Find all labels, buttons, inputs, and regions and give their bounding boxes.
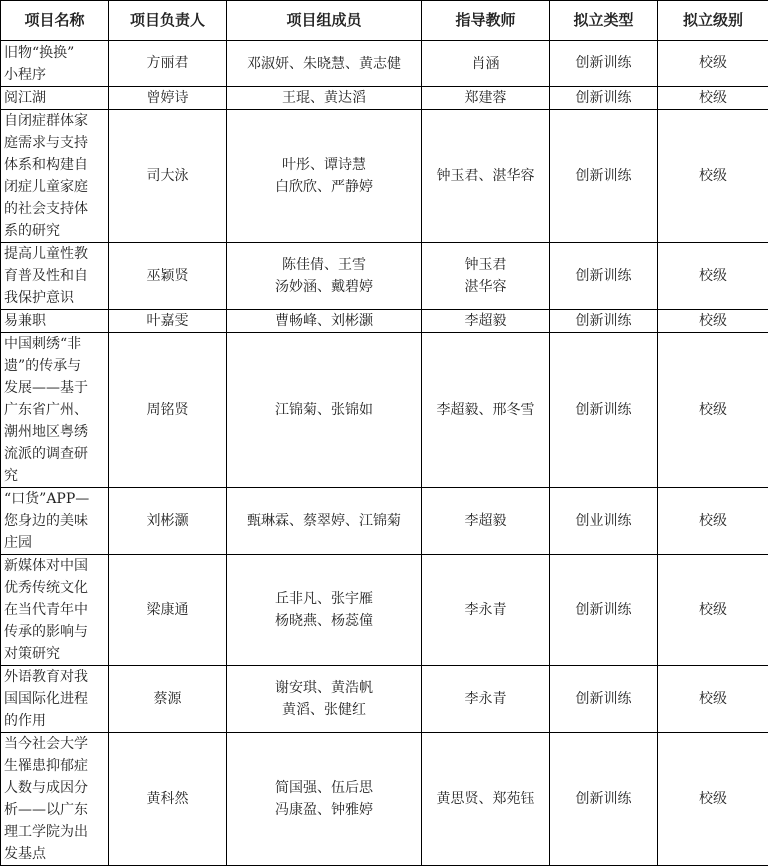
cell-advisor — [422, 488, 550, 555]
cell-project-name-line: 人数与成因分 — [4, 777, 106, 799]
table-row — [1, 110, 768, 243]
cell-project-name-line: 庭需求与支持 — [4, 132, 106, 154]
cell-type: 创新训练 — [550, 733, 658, 866]
cell-project-name — [1, 666, 109, 733]
cell-project-name — [1, 41, 109, 87]
cell-advisor — [422, 310, 550, 333]
cell-leader: 黄科然 — [109, 733, 227, 866]
cell-project-name-line: 在当代青年中 — [4, 599, 106, 621]
cell-advisor-line: 李超毅 — [424, 510, 547, 532]
cell-project-name — [1, 488, 109, 555]
cell-type: 创新训练 — [550, 310, 658, 333]
cell-type: 创新训练 — [550, 243, 658, 310]
cell-project-name — [1, 110, 109, 243]
cell-members-line: 陈佳倩、王雪 — [229, 254, 419, 276]
cell-project-name-line: 生罹患抑郁症 — [4, 755, 106, 777]
cell-project-name-line: 发基点 — [4, 843, 106, 865]
cell-project-name-line: 我保护意识 — [4, 287, 106, 309]
cell-project-name-line: 阅江湖 — [4, 87, 106, 109]
cell-project-name-line: “口货”APP— — [4, 488, 106, 510]
table-row — [1, 41, 768, 87]
cell-type: 创新训练 — [550, 41, 658, 87]
cell-level: 校级 — [658, 41, 768, 87]
cell-project-name-line: 传承的影响与 — [4, 621, 106, 643]
cell-level: 校级 — [658, 87, 768, 110]
table-row — [1, 666, 768, 733]
cell-project-name-line: 新媒体对中国 — [4, 555, 106, 577]
cell-level: 校级 — [658, 666, 768, 733]
cell-project-name-line: 您身边的美味 — [4, 510, 106, 532]
cell-project-name-line: 遗”的传承与 — [4, 355, 106, 377]
cell-level: 校级 — [658, 310, 768, 333]
cell-advisor-line: 钟玉君、湛华容 — [424, 165, 547, 187]
cell-leader: 曾婷诗 — [109, 87, 227, 110]
cell-project-name-line: 广东省广州、 — [4, 399, 106, 421]
cell-project-name-line: 对策研究 — [4, 643, 106, 665]
cell-level: 校级 — [658, 488, 768, 555]
cell-level: 校级 — [658, 110, 768, 243]
cell-members-line: 谢安琪、黄浩帆 — [229, 677, 419, 699]
cell-members — [227, 733, 422, 866]
cell-advisor-line: 李永青 — [424, 599, 547, 621]
cell-project-name-line: 发展——基于 — [4, 377, 106, 399]
cell-members — [227, 666, 422, 733]
cell-project-name-line: 国国际化进程 — [4, 688, 106, 710]
cell-leader: 叶嘉雯 — [109, 310, 227, 333]
cell-members-line: 江锦菊、张锦如 — [229, 399, 419, 421]
cell-level: 校级 — [658, 555, 768, 666]
header-members: 项目组成员 — [227, 1, 422, 41]
cell-members — [227, 333, 422, 488]
header-advisor: 指导教师 — [422, 1, 550, 41]
cell-members — [227, 110, 422, 243]
table-row — [1, 488, 768, 555]
cell-project-name-line: 析——以广东 — [4, 799, 106, 821]
cell-level: 校级 — [658, 333, 768, 488]
cell-members-line: 叶彤、谭诗慧 — [229, 154, 419, 176]
cell-type: 创新训练 — [550, 333, 658, 488]
cell-project-name-line: 流派的调查研 — [4, 443, 106, 465]
cell-project-name-line: 理工学院为出 — [4, 821, 106, 843]
cell-members-line: 邓淑妍、朱晓慧、黄志健 — [229, 53, 419, 75]
cell-leader: 司大泳 — [109, 110, 227, 243]
cell-project-name — [1, 87, 109, 110]
header-row — [1, 1, 768, 41]
cell-advisor — [422, 666, 550, 733]
cell-type: 创新训练 — [550, 110, 658, 243]
cell-project-name-line: 闭症儿童家庭 — [4, 176, 106, 198]
cell-project-name-line: 系的研究 — [4, 220, 106, 242]
table-body — [1, 41, 768, 866]
cell-leader: 刘彬灏 — [109, 488, 227, 555]
cell-members — [227, 87, 422, 110]
cell-members-line: 杨晓燕、杨蕊僮 — [229, 610, 419, 632]
cell-advisor — [422, 555, 550, 666]
cell-project-name-line: 体系和构建自 — [4, 154, 106, 176]
cell-members — [227, 488, 422, 555]
header-project-name: 项目名称 — [1, 1, 109, 41]
cell-members-line: 王琨、黄达滔 — [229, 87, 419, 109]
table-row — [1, 243, 768, 310]
cell-members-line: 丘非凡、张宇雁 — [229, 588, 419, 610]
cell-project-name — [1, 333, 109, 488]
cell-project-name — [1, 243, 109, 310]
cell-level: 校级 — [658, 243, 768, 310]
cell-members-line: 曹畅峰、刘彬灏 — [229, 310, 419, 332]
cell-advisor — [422, 333, 550, 488]
cell-leader: 巫颖贤 — [109, 243, 227, 310]
cell-leader: 方丽君 — [109, 41, 227, 87]
cell-leader: 蔡源 — [109, 666, 227, 733]
cell-members-line: 黄滔、张健红 — [229, 699, 419, 721]
cell-project-name-line: 的作用 — [4, 710, 106, 732]
cell-type: 创业训练 — [550, 488, 658, 555]
cell-advisor-line: 肖涵 — [424, 53, 547, 75]
cell-members — [227, 41, 422, 87]
cell-project-name-line: 庄园 — [4, 532, 106, 554]
cell-advisor-line: 李超毅 — [424, 310, 547, 332]
cell-project-name-line: 小程序 — [4, 64, 106, 86]
header-type: 拟立类型 — [550, 1, 658, 41]
cell-advisor-line: 李超毅、邢冬雪 — [424, 399, 547, 421]
cell-advisor-line: 钟玉君 — [424, 254, 547, 276]
cell-project-name-line: 潮州地区粤绣 — [4, 421, 106, 443]
cell-members — [227, 310, 422, 333]
cell-members — [227, 555, 422, 666]
cell-members-line: 汤妙涵、戴碧婷 — [229, 276, 419, 298]
cell-project-name — [1, 733, 109, 866]
cell-project-name-line: 优秀传统文化 — [4, 577, 106, 599]
cell-project-name-line: 自闭症群体家 — [4, 110, 106, 132]
cell-advisor-line: 湛华容 — [424, 276, 547, 298]
cell-advisor — [422, 110, 550, 243]
table-row — [1, 310, 768, 333]
cell-advisor-line: 郑建蓉 — [424, 87, 547, 109]
cell-type: 创新训练 — [550, 666, 658, 733]
cell-leader: 周铭贤 — [109, 333, 227, 488]
cell-project-name-line: 易兼职 — [4, 310, 106, 332]
header-level: 拟立级别 — [658, 1, 768, 41]
cell-type: 创新训练 — [550, 555, 658, 666]
cell-leader: 梁康通 — [109, 555, 227, 666]
cell-project-name-line: 外语教育对我 — [4, 666, 106, 688]
header-leader: 项目负责人 — [109, 1, 227, 41]
cell-advisor-line: 李永青 — [424, 688, 547, 710]
cell-members-line: 甄琳霖、蔡翠婷、江锦菊 — [229, 510, 419, 532]
cell-project-name-line: 旧物“换换” — [4, 42, 106, 64]
cell-project-name-line: 育普及性和自 — [4, 265, 106, 287]
cell-project-name-line: 提高儿童性教 — [4, 243, 106, 265]
cell-project-name-line: 中国刺绣“非 — [4, 333, 106, 355]
cell-advisor — [422, 41, 550, 87]
cell-members-line: 白欣欣、严静婷 — [229, 176, 419, 198]
cell-project-name-line: 的社会支持体 — [4, 198, 106, 220]
cell-members-line: 简国强、伍后思 — [229, 777, 419, 799]
cell-type: 创新训练 — [550, 87, 658, 110]
table-row — [1, 733, 768, 866]
cell-advisor — [422, 733, 550, 866]
cell-project-name — [1, 310, 109, 333]
cell-advisor-line: 黄思贤、郑苑钰 — [424, 788, 547, 810]
table-row — [1, 555, 768, 666]
cell-project-name-line: 当今社会大学 — [4, 733, 106, 755]
table-row — [1, 333, 768, 488]
cell-members-line: 冯康盈、钟雅婷 — [229, 799, 419, 821]
table-row — [1, 87, 768, 110]
cell-project-name-line: 究 — [4, 465, 106, 487]
cell-project-name — [1, 555, 109, 666]
cell-advisor — [422, 243, 550, 310]
cell-level: 校级 — [658, 733, 768, 866]
cell-advisor — [422, 87, 550, 110]
cell-members — [227, 243, 422, 310]
